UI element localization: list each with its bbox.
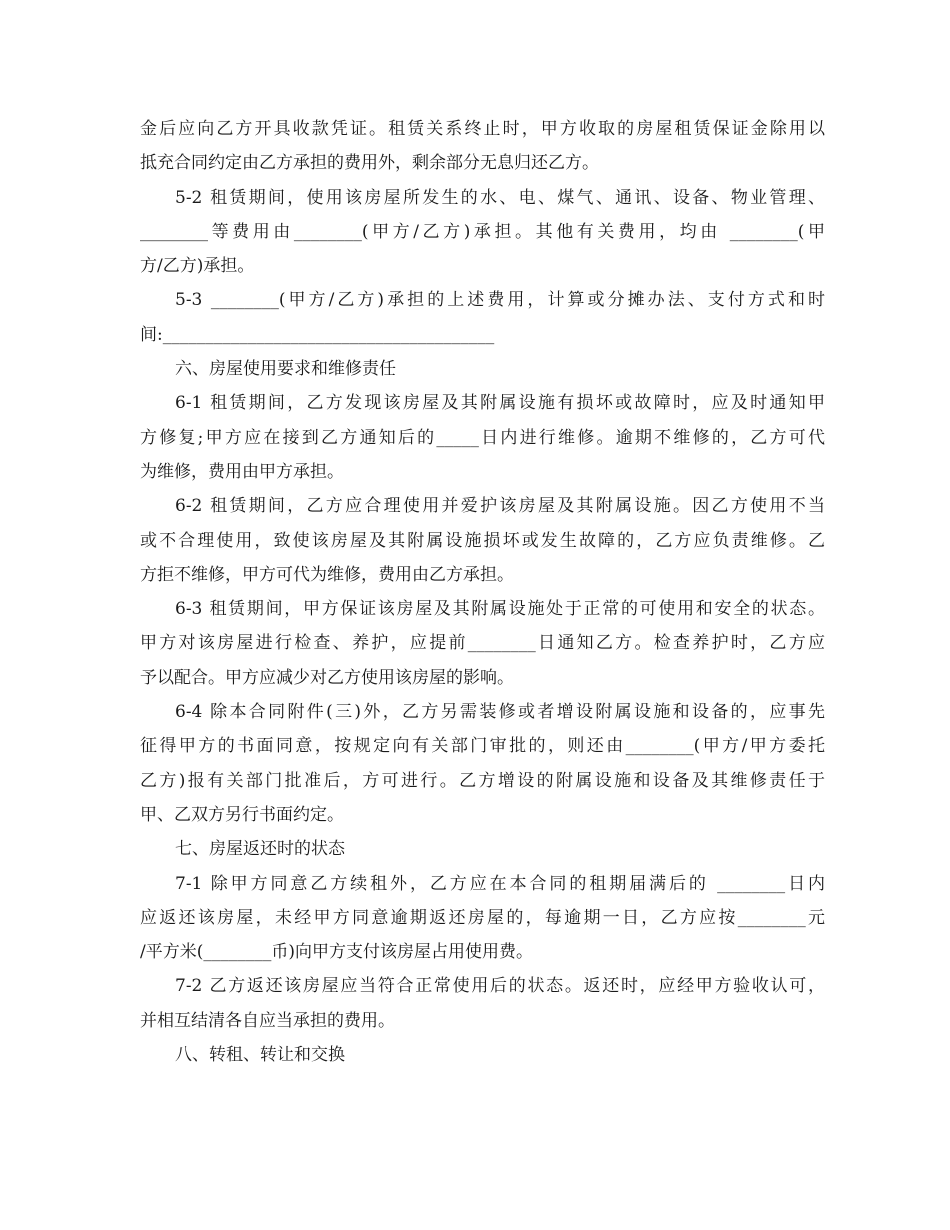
text-line: 6-4 除本合同附件(三)外，乙方另需装修或者增设附属设施和设备的，应事先 <box>175 702 825 723</box>
text-line: 间:_______________________________________ <box>140 324 495 345</box>
text-line: 或不合理使用，致使该房屋及其附属设施损坏或发生故障的，乙方应负责维修。乙 <box>140 530 825 551</box>
text-line: 5-3 ________(甲方/乙方)承担的上述费用，计算或分摊办法、支付方式和时 <box>175 290 825 311</box>
text-line: 六、房屋使用要求和维修责任 <box>175 359 396 380</box>
text-line: 6-2 租赁期间，乙方应合理使用并爱护该房屋及其附属设施。因乙方使用不当 <box>175 496 825 517</box>
text-line: 方/乙方)承担。 <box>140 256 255 277</box>
text-line: ________等费用由________(甲方/乙方)承担。其他有关费用，均由 ________(甲 <box>140 221 825 242</box>
text-line: 抵充合同约定由乙方承担的费用外，剩余部分无息归还乙方。 <box>140 153 599 174</box>
document-body <box>140 112 825 1072</box>
text-line: 6-3 租赁期间，甲方保证该房屋及其附属设施处于正常的可使用和安全的状态。 <box>175 599 825 620</box>
text-line: 七、房屋返还时的状态 <box>175 839 345 860</box>
text-line: 方拒不维修，甲方可代为维修，费用由乙方承担。 <box>140 564 514 585</box>
text-line: 予以配合。甲方应减少对乙方使用该房屋的影响。 <box>140 667 514 688</box>
text-line: 7-1 除甲方同意乙方续租外，乙方应在本合同的租期届满后的 ________日内 <box>175 873 825 894</box>
text-line: 征得甲方的书面同意，按规定向有关部门审批的，则还由________(甲方/甲方委托 <box>140 736 825 757</box>
text-line: 5-2 租赁期间，使用该房屋所发生的水、电、煤气、通讯、设备、物业管理、 <box>175 187 825 208</box>
text-line: 7-2 乙方返还该房屋应当符合正常使用后的状态。返还时，应经甲方验收认可， <box>175 976 825 997</box>
text-line: 乙方)报有关部门批准后，方可进行。乙方增设的附属设施和设备及其维修责任于 <box>140 770 825 791</box>
text-line: 并相互结清各自应当承担的费用。 <box>140 1010 395 1031</box>
text-line: 为维修，费用由甲方承担。 <box>140 461 344 482</box>
text-line: 甲、乙双方另行书面约定。 <box>140 804 344 825</box>
text-line: 金后应向乙方开具收款凭证。租赁关系终止时，甲方收取的房屋租赁保证金除用以 <box>140 119 825 139</box>
text-line: 6-1 租赁期间，乙方发现该房屋及其附属设施有损坏或故障时，应及时通知甲 <box>175 393 825 414</box>
text-line: 应返还该房屋，未经甲方同意逾期返还房屋的，每逾期一日，乙方应按________元 <box>140 907 825 928</box>
text-line: 甲方对该房屋进行检查、养护，应提前________日通知乙方。检查养护时，乙方应 <box>140 633 825 654</box>
text-line: /平方米(________币)向甲方支付该房屋占用使用费。 <box>140 942 533 963</box>
text-line: 方修复;甲方应在接到乙方通知后的_____日内进行维修。逾期不维修的，乙方可代 <box>140 427 825 448</box>
text-line: 八、转租、转让和交换 <box>175 1045 345 1066</box>
